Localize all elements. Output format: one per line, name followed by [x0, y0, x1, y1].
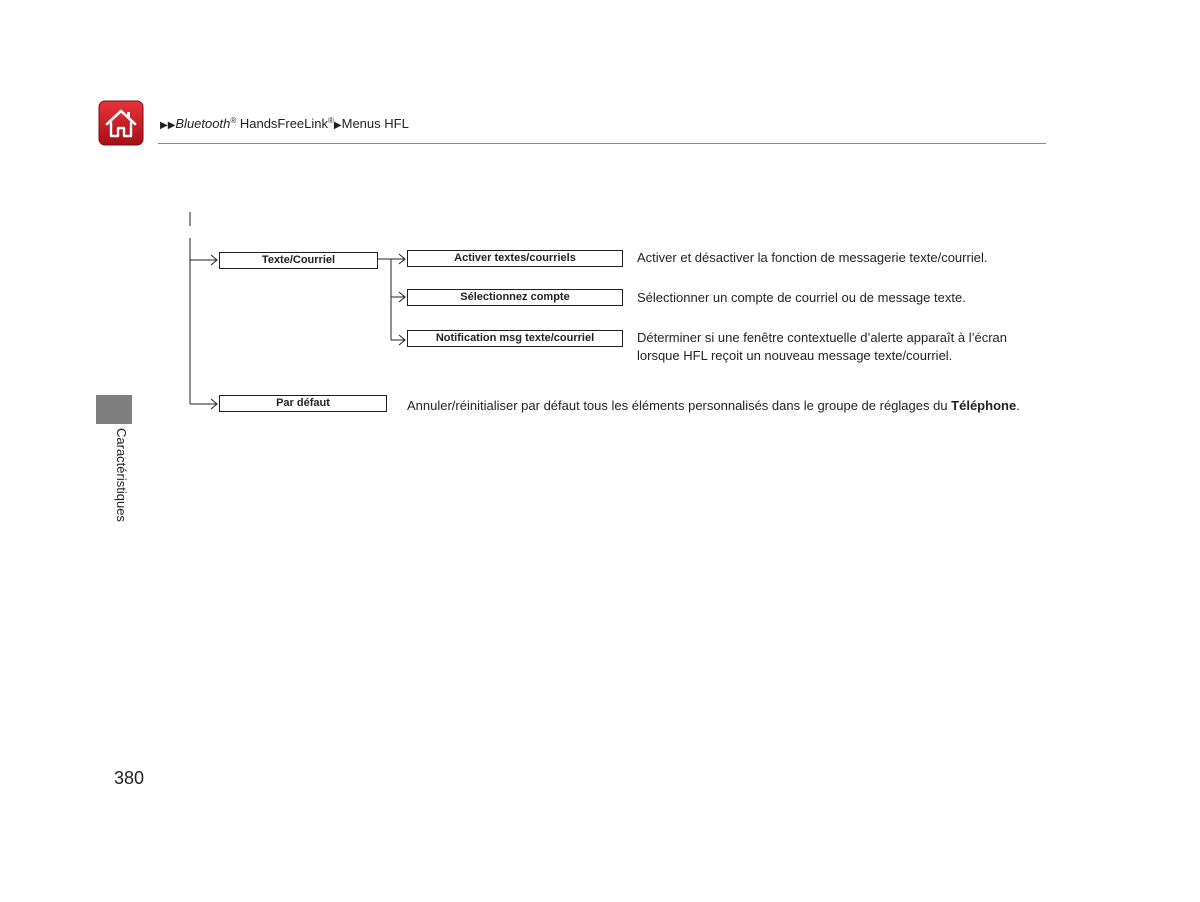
desc-selectionnez: Sélectionner un compte de courriel ou de message texte. — [637, 290, 966, 305]
desc-notification-line2: lorsque HFL reçoit un nouveau message texte/courriel. — [637, 348, 953, 363]
desc-activer: Activer et désactiver la fonction de messagerie texte/courriel. — [637, 250, 988, 265]
desc-notification-line1: Déterminer si une fenêtre contextuelle d’alerte apparaît à l’écran — [637, 330, 1007, 345]
arrow-right-icon: ▶ — [333, 120, 342, 131]
desc-par-defaut — [407, 397, 1020, 415]
desc-par-defaut-bold: Téléphone — [951, 398, 1017, 413]
menu-activer-textes: Activer textes/courriels — [407, 250, 623, 267]
menu-selectionnez-compte: Sélectionnez compte — [407, 289, 623, 306]
section-label: Caractéristiques — [114, 428, 129, 522]
arrow-right-icon: ▶▶ — [160, 120, 176, 131]
breadcrumb-bluetooth[interactable]: Bluetooth — [175, 116, 231, 131]
registered-mark: ® — [328, 116, 334, 125]
menu-notification-msg: Notification msg texte/courriel — [407, 330, 623, 347]
menu-par-defaut: Par défaut — [219, 395, 387, 412]
registered-mark: ® — [230, 116, 237, 125]
desc-par-defaut-text: Annuler/réinitialiser par défaut tous les éléments personnalisés dans le groupe de réglages du — [407, 398, 952, 413]
page-number: 380 — [114, 768, 145, 788]
desc-par-defaut-end: . — [1016, 398, 1020, 413]
menu-texte-courriel: Texte/Courriel — [219, 252, 378, 269]
desc-notification — [637, 329, 1007, 365]
breadcrumb-handsfreelink[interactable]: HandsFreeLink — [236, 116, 329, 131]
breadcrumb-menus-hfl: Menus HFL — [341, 116, 409, 131]
